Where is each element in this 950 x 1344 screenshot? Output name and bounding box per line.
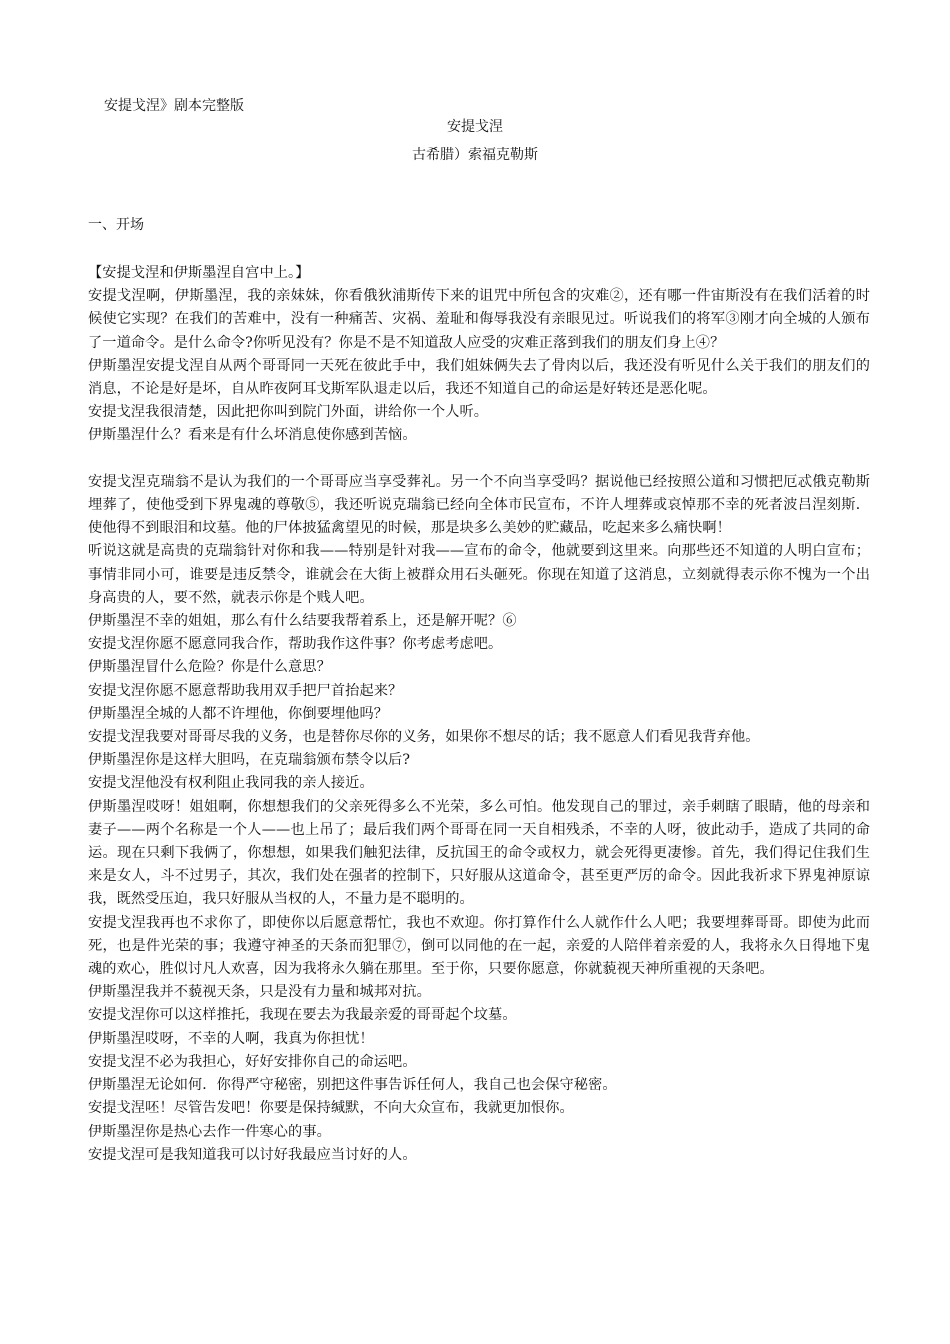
paragraph-gap (88, 448, 870, 471)
dialogue-paragraph: 伊斯墨涅哎呀，不幸的人啊，我真为你担忧！ (88, 1030, 374, 1047)
dialogue-paragraph: 伊斯墨涅安提戈涅自从两个哥哥同一天死在彼此手中，我们姐妹俩失去了骨肉以后，我还没有听见什么关于我们的朋友们的消息，不论是好是坏，自从昨夜阿耳戈斯军队退走以后，我还不知道自己的命运是好转还是恶化呢。 (88, 357, 870, 398)
dialogue-paragraph: 安提戈涅可是我知道我可以讨好我最应当讨好的人。 (88, 1146, 417, 1163)
dialogue-paragraph: 安提戈涅你可以这样推托，我现在要去为我最亲爱的哥哥起个坟墓。 (88, 1007, 517, 1024)
dialogue-paragraph: 伊斯墨涅什么？看来是有什么坏消息使你感到苦恼。 (88, 427, 417, 444)
dialogue-paragraph: 安提戈涅你愿不愿意同我合作，帮助我作这件事？你考虑考虑吧。 (88, 636, 503, 653)
dialogue-paragraph: 安提戈涅我再也不求你了，即使你以后愿意帮忙，我也不欢迎。你打算作什么人就作什么人吧；我要埋葬哥哥。即使为此而死，也是件光荣的事；我遵守神圣的天条而犯罪⑦，倒可以同他的在一起，亲爱的人陪伴着亲爱的人，我将永久日得地下鬼魂的欢心，胜似讨凡人欢喜，因为我将永久躺在那里。至于你，只要你愿意，你就藐视天神所重视的天条吧。 (88, 914, 870, 978)
author-line: 古希腊）索福克勒斯 (412, 147, 538, 163)
script-body (88, 262, 870, 1167)
dialogue-paragraph: 安提戈涅呸！尽管告发吧！你要是保持缄默，不向大众宣布，我就更加恨你。 (88, 1100, 574, 1117)
dialogue-paragraph: 伊斯墨涅无论如何．你得严守秘密，别把这件事告诉任何人，我自己也会保守秘密。 (88, 1077, 617, 1094)
dialogue-paragraph: 安提戈涅啊，伊斯墨涅，我的亲妹妹，你看俄狄浦斯传下来的诅咒中所包含的灾难②，还有哪一件宙斯没有在我们活着的时候使它实现？在我们的苦难中，没有一种痛苦、灾祸、羞耻和侮辱我没有亲眼见过。听说我们的将军③刚才向全城的人颁布了一道命令。是什么命令?你听见没有？你是不是不知道敌人应受的灾难正落到我们的朋友们身上④？ (88, 288, 870, 351)
dialogue-paragraph: 伊斯墨涅我并不藐视天条，只是没有力量和城邦对抗。 (88, 984, 431, 1001)
dialogue-paragraph: 安提戈涅我很清楚，因此把你叫到院门外面，讲给你一个人听。 (88, 404, 489, 421)
dialogue-paragraph: 伊斯墨涅你是这样大胆吗，在克瑞翁颁布禁令以后? (88, 752, 411, 769)
dialogue-paragraph: 听说这就是高贵的克瑞翁针对你和我——特别是针对我——宣布的命令，他就要到这里来。向那些还不知道的人明白宣布；事情非同小可，谁要是违反禁令，谁就会在大街上被群众用石头砸死。你现在知道了这消息，立刻就得表示你不愧为一个出身高贵的人，要不然，就表示你是个贱人吧。 (88, 543, 870, 606)
dialogue-paragraph: 伊斯墨涅全城的人都不许埋他，你倒要埋他吗？ (88, 705, 389, 722)
document-title: 安提戈涅》剧本完整版 (104, 98, 244, 114)
dialogue-paragraph: 伊斯墨涅哎呀！姐姐啊，你想想我们的父亲死得多么不光荣，多么可怕。他发现自己的罪过，亲手刺瞎了眼睛，他的母亲和妻子——两个名称是一个人——也上吊了；最后我们两个哥哥在同一天自相残杀，不幸的人呀，彼此动手，造成了共同的命运。现在只剩下我俩了，你想想，如果我们触犯法律，反抗国王的命令或权力，就会死得更凄惨。首先，我们得记住我们生来是女人，斗不过男子，其次，我们处在强者的控制下，只好服从这道命令，甚至更严厉的命令。因此我祈求下界鬼神原谅我，既然受压迫，我只好服从当权的人，不量力是不聪明的。 (88, 798, 870, 908)
section-heading: 一、开场 (88, 217, 144, 233)
dialogue-paragraph: 伊斯墨涅你是热心去作一件寒心的事。 (88, 1123, 331, 1140)
dialogue-paragraph: 安提戈涅他没有权利阻止我同我的亲人接近。 (88, 775, 374, 792)
dialogue-paragraph: 伊斯墨涅不幸的姐姐，那么有什么结要我帮着系上，还是解开呢？⑥ (88, 613, 517, 630)
dialogue-paragraph: 安提戈涅你愿不愿意帮助我用双手把尸首抬起来？ (88, 682, 403, 699)
dialogue-paragraph: 安提戈涅克瑞翁不是认为我们的一个哥哥应当享受葬礼。另一个不向当享受吗？据说他已经按照公道和习惯把厄忒俄克勒斯埋葬了，使他受到下界鬼魂的尊敬⑤，我还听说克瑞翁已经向全体市民宣布，不许人埋葬或哀悼那不幸的死者波吕涅刻斯．使他得不到眼泪和坟墓。他的尸体披猛禽望见的时候，那是块多么美妙的贮藏品，吃起来多么痛快啊！ (88, 473, 870, 537)
dialogue-paragraph: 安提戈涅我要对哥哥尽我的义务，也是替你尽你的义务，如果你不想尽的话；我不愿意人们看见我背弃他。 (88, 729, 760, 746)
dialogue-paragraph: 伊斯墨涅冒什么危险？你是什么意思？ (88, 659, 331, 676)
dialogue-paragraph: 安提戈涅不必为我担心，好好安排你自己的命运吧。 (88, 1053, 417, 1070)
dialogue-paragraph: 【安提戈涅和伊斯墨涅自宫中上。】 (88, 265, 310, 281)
play-title: 安提戈涅 (447, 119, 503, 135)
